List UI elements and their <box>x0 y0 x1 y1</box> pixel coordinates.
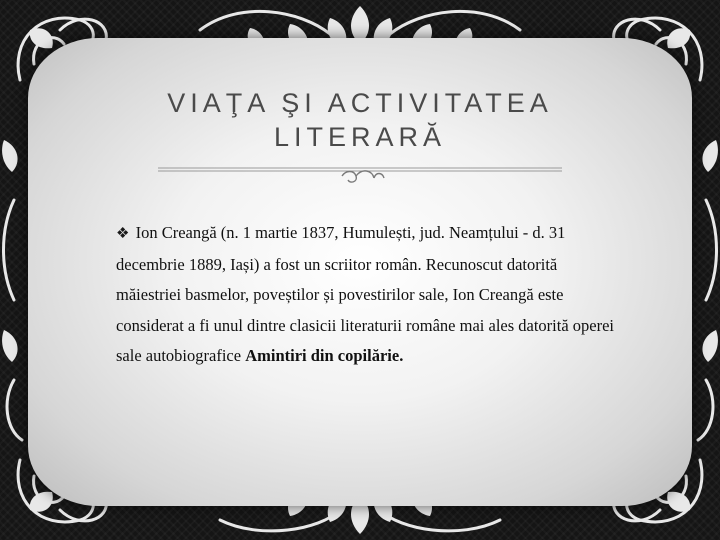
paragraph-text: Ion Creangă (n. 1 martie 1837, Humulești, jud. Neamțului - d. 31 decembrie 1889, Iași) a fost un scriitor român. Recunoscut datorită măiestriei basmelor, poveștilor și povestirilor sale, Ion Creangă este considerat a fi unul dintre clasicii literaturii române mai ales datorită operei sale autobiografice <box>116 223 615 365</box>
title-divider-ornament <box>158 158 562 188</box>
title-line-2: LITERARĂ <box>273 122 447 152</box>
work-title-bold: Amintiri din copilărie. <box>245 346 404 365</box>
bullet-paragraph <box>116 218 626 372</box>
title-line-1: VIAŢA ŞI ACTIVITATEA <box>167 88 553 118</box>
slide-title <box>120 86 600 154</box>
diamond-bullet-icon: ❖ <box>116 226 130 242</box>
